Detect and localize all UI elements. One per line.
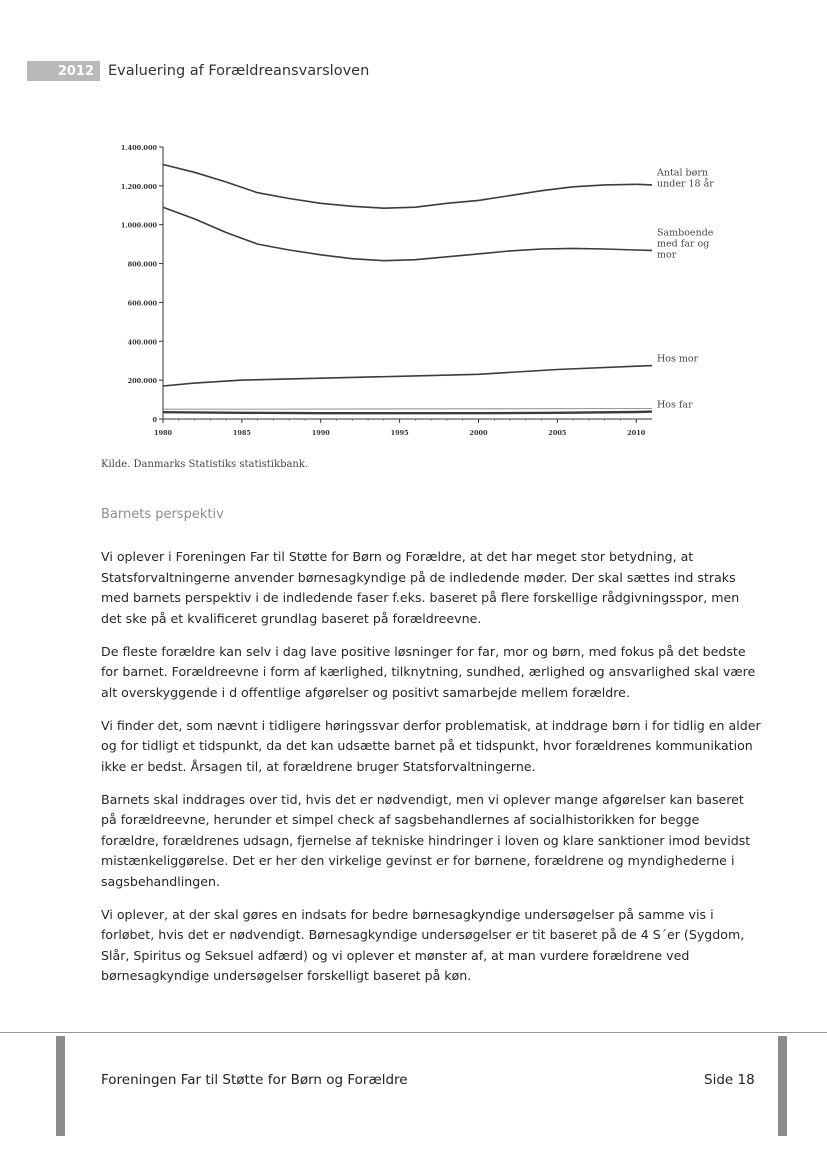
series-line-4-band [163,409,652,410]
footer-organization: Foreningen Far til Støtte for Børn og Forældre [101,1072,408,1088]
paragraph-2: De fleste forældre kan selv i dag lave positive løsninger for far, mor og børn, med fokus på det bedste for barnet. Forældreevne i form af kærlighed, tilknytning, sundhed, ærlighed og ansvarlighed skal være alt overskyggende i d offentlige afgørelser og positivt samarbejde mellem forældre. [101,643,756,700]
x-tick-label: 1995 [390,429,409,437]
footer-page-number: Side 18 [704,1072,755,1088]
footer-bar-left [56,1036,65,1136]
series-label-2: Samboende [657,227,714,239]
series-label-4: Hos far [657,399,693,411]
y-tick-label: 1.400.000 [120,144,157,152]
series-label-1: Antal børn [657,167,708,179]
series-label-2: mor [657,249,677,261]
series-line-2 [163,207,652,261]
x-tick-label: 2005 [548,429,567,437]
x-tick-label: 2000 [469,429,488,437]
y-tick-label: 800.000 [127,260,157,269]
paragraph-4: Barnets skal inddrages over tid, hvis det er nødvendigt, men vi oplever mange afgørelser kan baseret på forældreevne, herunder et simpel check af sagsbehandlernes af socialhistorikken for begge forældre, forældrenes udsagn, fjernelse af tekniske hindringer i loven og klare sanktioner imod bevidst mistænkeliggørelse. Det er her den virkelige gevinst er for børnene, forældrene og myndighederne i sagsbehandlingen. [101,791,751,889]
year-badge: 2012 [27,61,100,81]
y-tick-label: 1.200.000 [120,182,157,191]
line-chart [0,0,827,450]
paragraph-5: Vi oplever, at der skal gøres en indsats for bedre børnesagkyndige undersøgelser på samme vis i forløbet, hvis det er nødvendigt. Børnesagkyndige undersøgelser er tit baseret på de 4 S´er (Sygdom, Slår, Spiritus og Seksuel adfærd) og vi oplever et mønster af, at man vurdere forældrene ved børnesagkyndige undersøgelser forskelligt baseret på køn. [101,906,745,983]
x-tick-label: 2010 [627,429,646,437]
paragraph-1: Vi oplever i Foreningen Far til Støtte for Børn og Forældre, at det har meget stor betydning, at Statsforvaltningerne anvender børnesagkyndige på de indledende møder. Der skal sættes ind straks med barnets perspektiv i de indledende faser f.eks. baseret på flere forskellige rådgivningsspor, men det ske på et kvalificeret grundlag baseret på forældreevne. [101,549,740,626]
series-label-2: med far og [657,238,710,250]
header-title: Evaluering af Forældreansvarsloven [108,63,370,79]
x-tick-label: 1990 [311,429,330,437]
series-label-3: Hos mor [657,353,699,365]
series-line-4 [163,412,652,414]
footer-divider [0,1032,827,1033]
series-line-3 [163,366,652,386]
y-tick-label: 400.000 [127,338,157,347]
y-tick-label: 1.000.000 [120,221,157,230]
section-heading: Barnets perspektiv [101,507,224,522]
series-line-1 [163,165,652,209]
y-tick-label: 0 [152,416,157,424]
paragraph-3: Vi finder det, som nævnt i tidligere høringssvar derfor problematisk, at inddrage børn i for tidlig en alder og for tidligt et tidspunkt, da det kan udsætte barnet på et tidspunkt, hvor forældrenes kommunikation ikke er bedst. Årsagen til, at forældrene bruger Statsforvaltningerne. [101,717,761,774]
y-tick-label: 600.000 [127,299,157,308]
footer-bar-right [778,1036,787,1136]
y-tick-label: 200.000 [127,377,157,386]
body-text [101,547,761,999]
series-label-1: under 18 år [657,178,714,190]
x-tick-label: 1980 [153,429,173,437]
x-tick-label: 1985 [232,429,251,437]
chart-source: Kilde. Danmarks Statistiks statistikbank. [101,459,309,470]
